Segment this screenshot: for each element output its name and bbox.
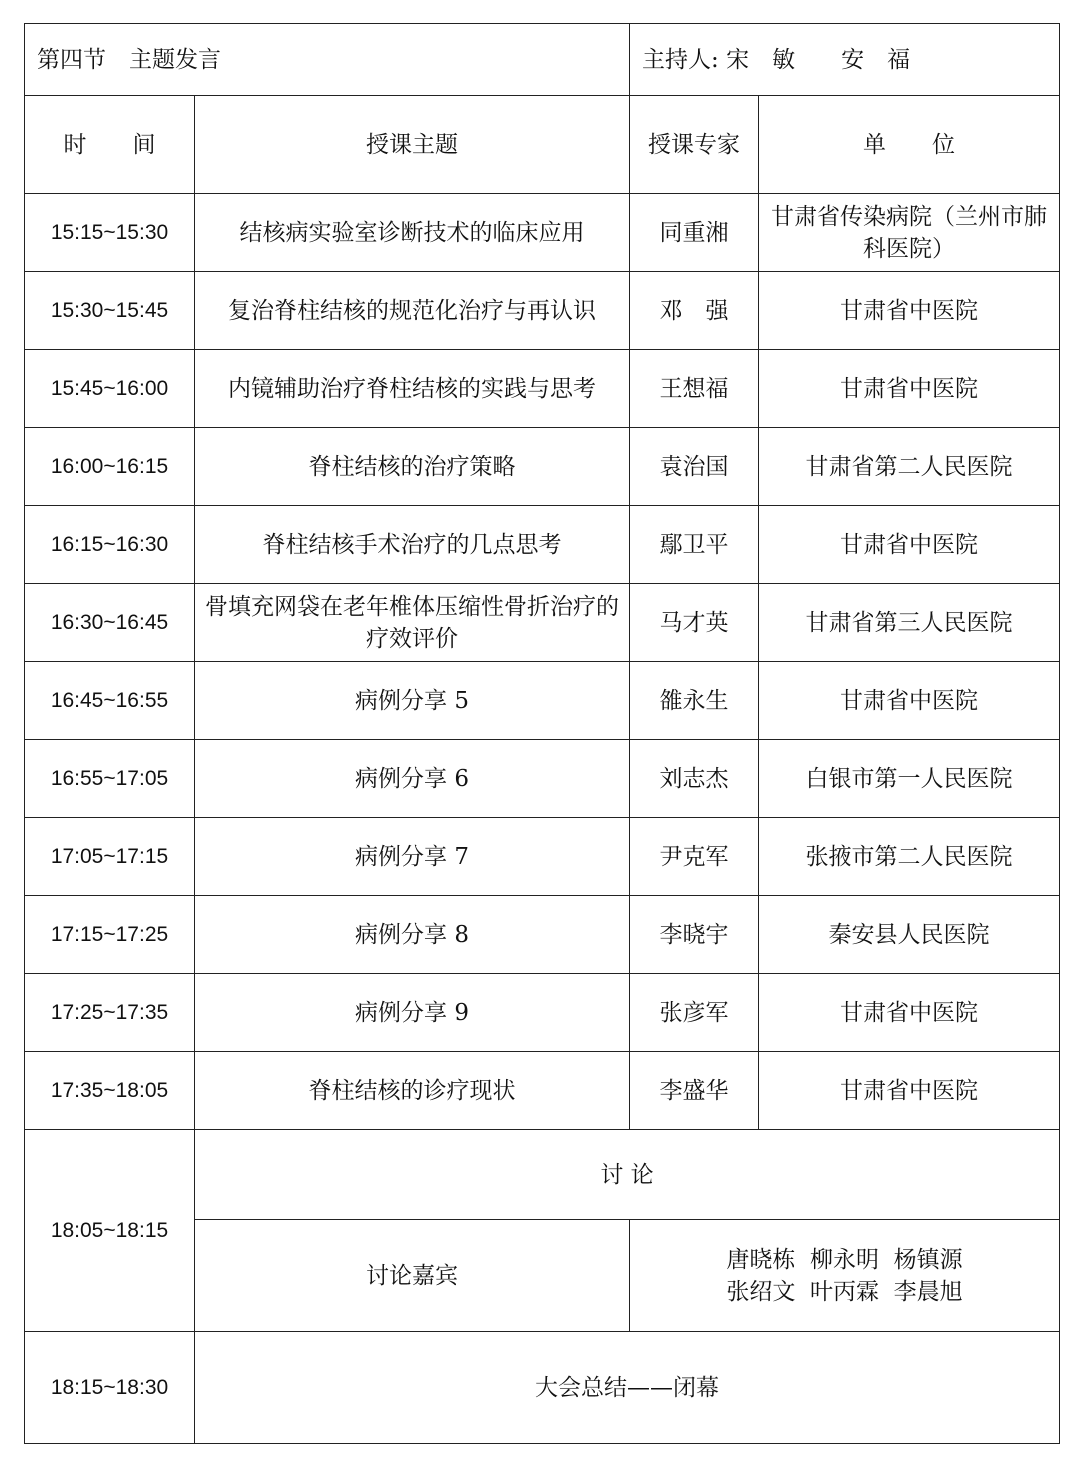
row-unit: 甘肃省传染病院（兰州市肺科医院） bbox=[759, 194, 1060, 272]
row-topic: 骨填充网袋在老年椎体压缩性骨折治疗的疗效评价 bbox=[195, 584, 630, 662]
discussion-time: 18:05~18:15 bbox=[25, 1130, 195, 1332]
row-expert: 李盛华 bbox=[630, 1052, 759, 1130]
row-topic: 病例分享 5 bbox=[195, 662, 630, 740]
row-expert: 马才英 bbox=[630, 584, 759, 662]
table-row bbox=[25, 818, 1060, 896]
row-time: 17:35~18:05 bbox=[25, 1052, 195, 1130]
table-row bbox=[25, 896, 1060, 974]
table-row bbox=[25, 662, 1060, 740]
row-unit: 白银市第一人民医院 bbox=[759, 740, 1060, 818]
header-unit: 单 位 bbox=[759, 96, 1060, 194]
row-unit: 甘肃省中医院 bbox=[759, 350, 1060, 428]
row-time: 16:15~16:30 bbox=[25, 506, 195, 584]
column-header-row bbox=[25, 96, 1060, 194]
schedule-table bbox=[24, 23, 1060, 1444]
row-expert: 刘志杰 bbox=[630, 740, 759, 818]
row-time: 16:30~16:45 bbox=[25, 584, 195, 662]
table-row bbox=[25, 194, 1060, 272]
row-time: 15:15~15:30 bbox=[25, 194, 195, 272]
table-row bbox=[25, 428, 1060, 506]
row-expert: 袁治国 bbox=[630, 428, 759, 506]
row-topic: 脊柱结核的治疗策略 bbox=[195, 428, 630, 506]
discussion-guests-label: 讨论嘉宾 bbox=[195, 1220, 630, 1332]
row-topic: 病例分享 7 bbox=[195, 818, 630, 896]
section-header-row bbox=[25, 24, 1060, 96]
table-row bbox=[25, 506, 1060, 584]
guests-line-2: 张绍文 叶丙霖 李晨旭 bbox=[726, 1278, 963, 1305]
section-hosts bbox=[630, 24, 1060, 96]
header-expert: 授课专家 bbox=[630, 96, 759, 194]
row-topic: 病例分享 6 bbox=[195, 740, 630, 818]
row-topic: 病例分享 9 bbox=[195, 974, 630, 1052]
row-expert: 同重湘 bbox=[630, 194, 759, 272]
host-label: 主持人: bbox=[642, 46, 719, 73]
row-time: 15:45~16:00 bbox=[25, 350, 195, 428]
table-row bbox=[25, 1052, 1060, 1130]
row-unit: 秦安县人民医院 bbox=[759, 896, 1060, 974]
row-expert: 尹克军 bbox=[630, 818, 759, 896]
row-topic: 脊柱结核的诊疗现状 bbox=[195, 1052, 630, 1130]
row-time: 16:45~16:55 bbox=[25, 662, 195, 740]
closing-row bbox=[25, 1332, 1060, 1444]
table-row bbox=[25, 584, 1060, 662]
section-title: 第四节 主题发言 bbox=[25, 24, 630, 96]
discussion-guests bbox=[630, 1220, 1060, 1332]
row-unit: 甘肃省中医院 bbox=[759, 662, 1060, 740]
row-unit: 甘肃省中医院 bbox=[759, 1052, 1060, 1130]
row-unit: 甘肃省中医院 bbox=[759, 974, 1060, 1052]
row-time: 16:55~17:05 bbox=[25, 740, 195, 818]
closing-title: 大会总结——闭幕 bbox=[195, 1332, 1060, 1444]
guests-line-1: 唐晓栋 柳永明 杨镇源 bbox=[726, 1246, 963, 1273]
row-time: 17:25~17:35 bbox=[25, 974, 195, 1052]
discussion-title: 讨 论 bbox=[195, 1130, 1060, 1220]
row-unit: 甘肃省第三人民医院 bbox=[759, 584, 1060, 662]
row-time: 15:30~15:45 bbox=[25, 272, 195, 350]
row-expert: 王想福 bbox=[630, 350, 759, 428]
row-expert: 李晓宇 bbox=[630, 896, 759, 974]
row-unit: 张掖市第二人民医院 bbox=[759, 818, 1060, 896]
row-time: 17:05~17:15 bbox=[25, 818, 195, 896]
row-expert: 鄢卫平 bbox=[630, 506, 759, 584]
table-row bbox=[25, 272, 1060, 350]
row-topic: 病例分享 8 bbox=[195, 896, 630, 974]
table-row bbox=[25, 740, 1060, 818]
header-time: 时 间 bbox=[25, 96, 195, 194]
row-time: 16:00~16:15 bbox=[25, 428, 195, 506]
row-expert: 张彦军 bbox=[630, 974, 759, 1052]
row-unit: 甘肃省中医院 bbox=[759, 272, 1060, 350]
table-row bbox=[25, 974, 1060, 1052]
table-row bbox=[25, 350, 1060, 428]
row-topic: 内镜辅助治疗脊柱结核的实践与思考 bbox=[195, 350, 630, 428]
row-time: 17:15~17:25 bbox=[25, 896, 195, 974]
row-topic: 复治脊柱结核的规范化治疗与再认识 bbox=[195, 272, 630, 350]
row-expert: 邓 强 bbox=[630, 272, 759, 350]
row-topic: 结核病实验室诊断技术的临床应用 bbox=[195, 194, 630, 272]
row-unit: 甘肃省第二人民医院 bbox=[759, 428, 1060, 506]
closing-time: 18:15~18:30 bbox=[25, 1332, 195, 1444]
schedule-sheet bbox=[24, 23, 1059, 1444]
row-topic: 脊柱结核手术治疗的几点思考 bbox=[195, 506, 630, 584]
discussion-row bbox=[25, 1130, 1060, 1220]
header-topic: 授课主题 bbox=[195, 96, 630, 194]
row-unit: 甘肃省中医院 bbox=[759, 506, 1060, 584]
host-names: 宋 敏 安 福 bbox=[726, 46, 911, 73]
row-expert: 雒永生 bbox=[630, 662, 759, 740]
